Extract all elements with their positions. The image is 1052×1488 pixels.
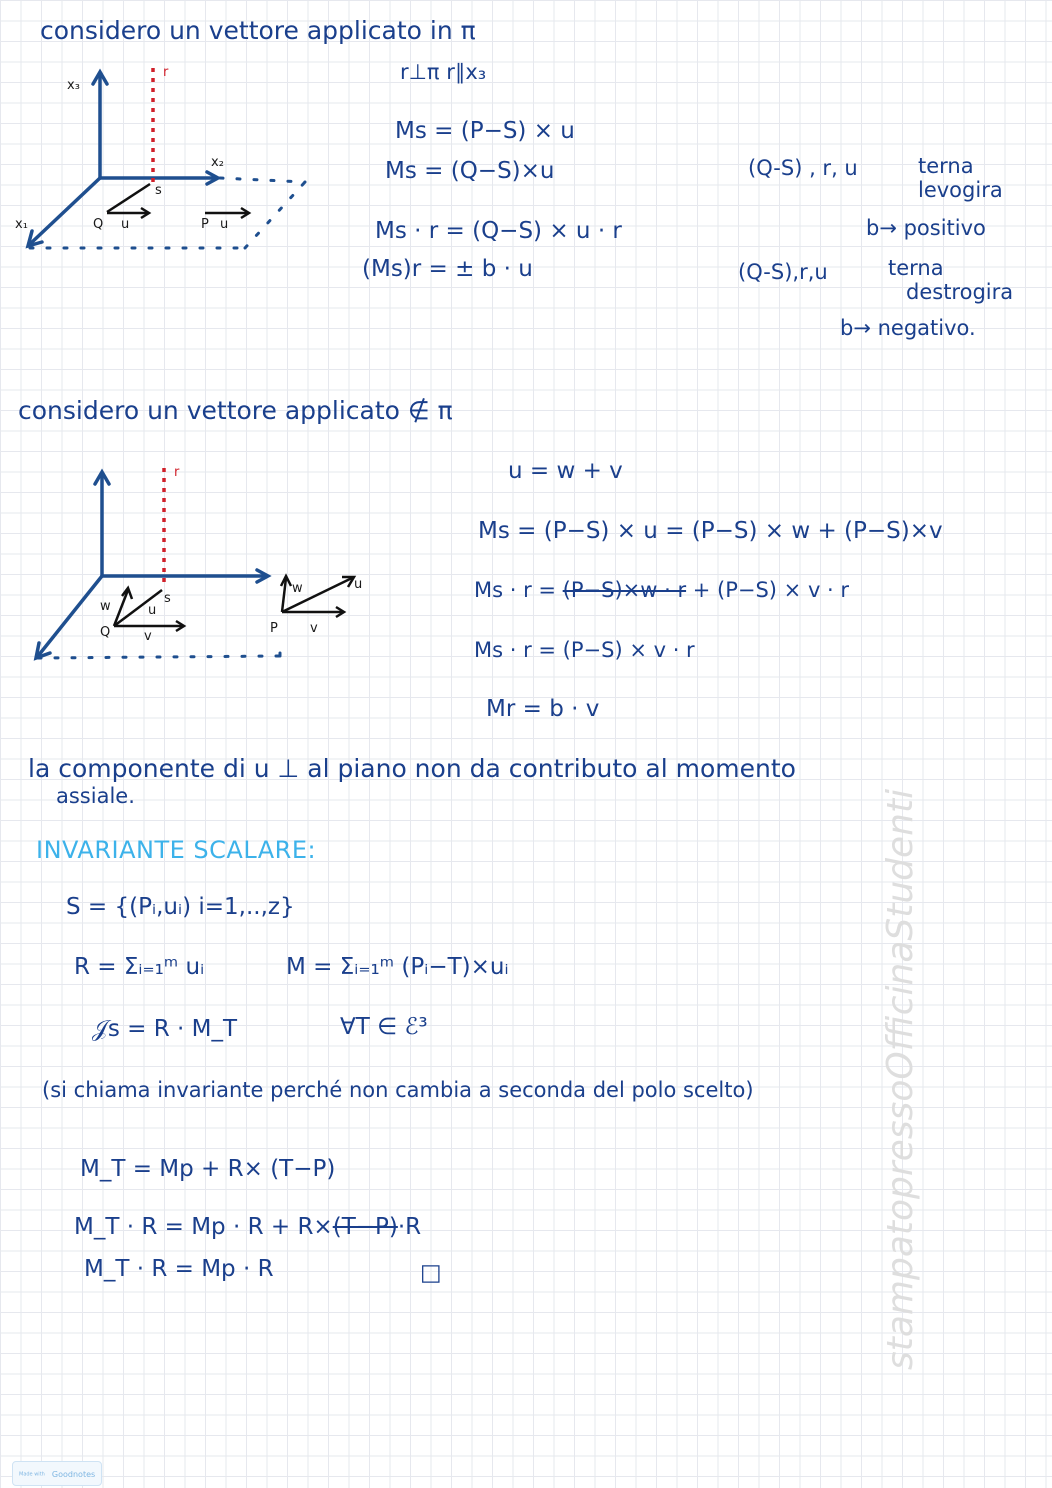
eq2-cancelled-term: (T−P)	[332, 1214, 398, 1240]
label-q2: Q	[100, 625, 111, 640]
label-r2: r	[174, 465, 180, 480]
note2-terna: terna	[888, 256, 944, 280]
section2-eq3	[474, 580, 849, 601]
section2-eq1: u = w + v	[508, 458, 623, 484]
section1-eq2: Ms = (Q−S)×u	[385, 158, 555, 184]
section3-eq3: M_T · R = Mp · R	[84, 1256, 274, 1282]
label-v2: v	[310, 621, 318, 636]
section1-conditions: r⊥π r∥x₃	[400, 60, 487, 84]
section1-eq4: (Ms)r = ± b · u	[362, 256, 533, 282]
label-x3: x₃	[67, 78, 80, 93]
section3-heading: INVARIANTE SCALARE:	[36, 836, 317, 864]
note2-triple: (Q-S),r,u	[738, 260, 828, 284]
goodnotes-badge	[12, 1461, 102, 1486]
conclusion-line2: assiale.	[56, 784, 135, 808]
label-x2: x₂	[211, 155, 224, 170]
label-u: u	[148, 603, 157, 618]
eq3-left: Ms · r =	[474, 578, 563, 602]
def-forall: ∀T ∈ ℰ³	[340, 1014, 428, 1040]
label-s2: s	[164, 591, 171, 606]
section1-heading: considero un vettore applicato in π	[40, 16, 476, 45]
label-u1: u	[121, 217, 130, 232]
label-x1: x₁	[15, 217, 28, 232]
section1-eq1: Ms = (P−S) × u	[395, 118, 575, 144]
def-s: S = {(Pᵢ,uᵢ) i=1,..,z}	[66, 894, 295, 920]
label-s: s	[155, 183, 162, 198]
note1-terna: terna	[918, 154, 974, 178]
section2-eq2: Ms = (P−S) × u = (P−S) × w + (P−S)×v	[478, 518, 943, 544]
label-u2b: u	[354, 577, 363, 592]
watermark: stampatopressoOfficinaStudenti	[880, 788, 921, 1370]
note1-kind: levogira	[918, 178, 1003, 202]
eq3-cancelled-term: (P−S)×w · r	[562, 578, 687, 602]
section3-eq2	[74, 1216, 421, 1239]
label-q: Q	[93, 217, 104, 232]
section2-eq5: Mr = b · v	[486, 696, 600, 722]
label-w2: w	[292, 581, 303, 596]
note1-triple: (Q-S) , r, u	[748, 156, 858, 180]
def-m: M = Σᵢ₌₁ᵐ (Pᵢ−T)×uᵢ	[286, 954, 509, 980]
eq2-left: M_T · R = Mp · R + R×	[74, 1214, 333, 1240]
note2-b: b→ negativo.	[840, 316, 976, 340]
note2-kind: destrogira	[906, 280, 1014, 304]
label-p2: P	[270, 621, 278, 636]
def-r: R = Σᵢ₌₁ᵐ uᵢ	[74, 954, 205, 980]
badge-app: Goodnotes	[51, 1470, 96, 1479]
qed-box: □	[420, 1260, 442, 1286]
diagram-vector-out-of-plane	[30, 460, 380, 670]
label-w1: w	[100, 599, 111, 614]
section2-eq4: Ms · r = (P−S) × v · r	[474, 638, 695, 662]
label-v1: v	[144, 629, 152, 644]
label-p: P	[201, 217, 209, 232]
section1-eq3: Ms · r = (Q−S) × u · r	[375, 218, 622, 244]
invariant-remark: (si chiama invariante perché non cambia a seconda del polo scelto)	[42, 1078, 754, 1102]
badge-made: Made with	[19, 1471, 45, 1478]
label-r: r	[163, 65, 169, 80]
section3-eq1: M_T = Mp + R× (T−P)	[80, 1156, 336, 1182]
eq3-right: + (P−S) × v · r	[686, 578, 850, 602]
conclusion-line1: la componente di u ⊥ al piano non da contributo al momento	[28, 754, 796, 783]
eq2-right: ·R	[397, 1214, 422, 1240]
label-u2: u	[220, 217, 229, 232]
note1-b: b→ positivo	[866, 216, 986, 240]
diagram-vector-in-plane	[15, 62, 345, 262]
section2-heading: considero un vettore applicato ∉ π	[18, 396, 453, 425]
def-js: 𝒥s = R · M_T	[92, 1016, 238, 1042]
